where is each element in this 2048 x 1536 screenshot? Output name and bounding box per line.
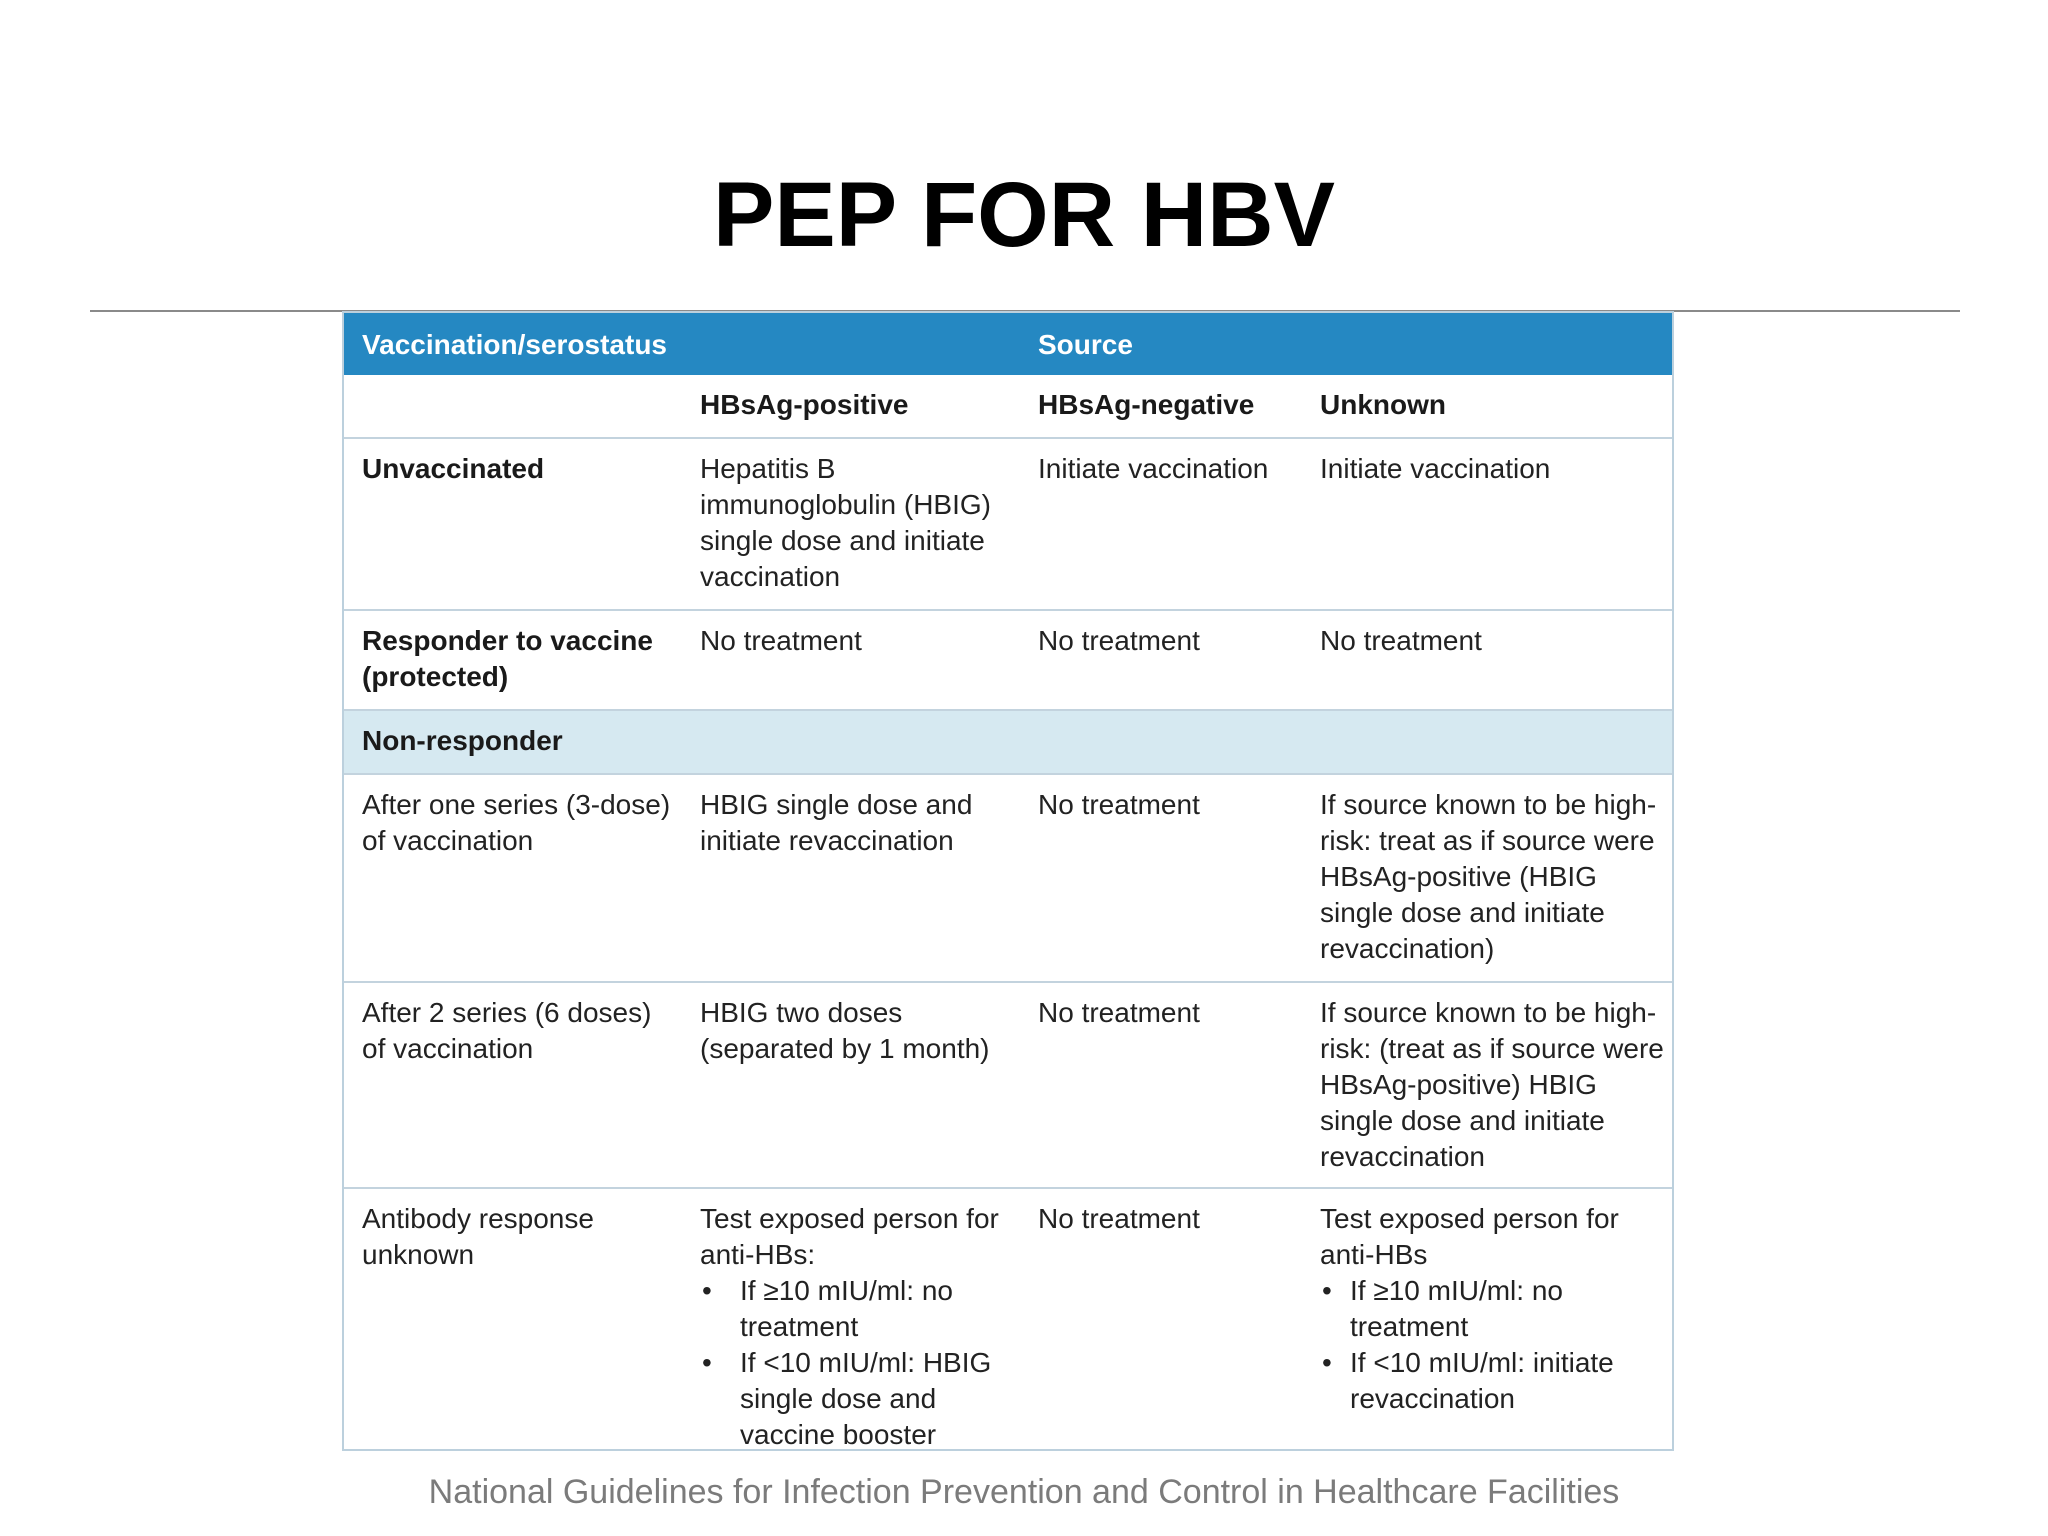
subheader-unknown: Unknown [1320,389,1446,420]
subheader-hbsag-negative: HBsAg-negative [1038,389,1255,420]
table-section-nonresponder [344,711,1672,775]
table-row-unvaccinated [344,439,1672,611]
cell-unvaccinated-positive: Hepatitis B immunoglobulin (HBIG) single dose and initiate vaccination [700,453,991,592]
cell-two-series-positive: HBIG two doses (separated by 1 month) [700,997,990,1064]
list-item: • If <10 mIU/ml: initiate revaccination [1320,1345,1664,1417]
antibody-positive-list [700,1273,1020,1453]
table-row-responder [344,611,1672,711]
table-subheader-row [344,375,1672,439]
antibody-unknown-intro: Test exposed person for anti-HBs [1320,1203,1619,1270]
table-row-antibody-unknown [344,1189,1672,1449]
row-label-antibody-unknown: Antibody response unknown [362,1203,594,1270]
cell-one-series-negative: No treatment [1038,789,1200,820]
list-item: • If <10 mIU/ml: HBIG single dose and vaccine booster [700,1345,1020,1453]
header-vaccination-serostatus: Vaccination/serostatus [362,329,668,360]
header-source: Source [1038,329,1133,360]
list-item: • If ≥10 mIU/ml: no treatment [700,1273,1020,1345]
cell-two-series-unknown: If source known to be high-risk: (treat as if source were HBsAg-positive) HBIG single dose and initiate revaccination [1320,997,1664,1172]
cell-responder-positive: No treatment [700,625,862,656]
antibody-unknown-list [1320,1273,1664,1417]
row-label-responder: Responder to vaccine (protected) [362,625,653,692]
cell-antibody-unknown [1320,1189,1664,1417]
section-label-nonresponder: Non-responder [362,725,563,756]
cell-antibody-negative: No treatment [1038,1203,1200,1234]
slide-title: PEP FOR HBV [713,164,1335,266]
list-item: • If ≥10 mIU/ml: no treatment [1320,1273,1664,1345]
table-header-row [344,313,1672,375]
antibody-positive-intro: Test exposed person for anti-HBs: [700,1203,999,1270]
cell-responder-unknown: No treatment [1320,625,1482,656]
cell-one-series-unknown: If source known to be high-risk: treat as if source were HBsAg-positive (HBIG single dose and initiate revaccination) [1320,789,1657,964]
cell-unvaccinated-negative: Initiate vaccination [1038,453,1269,484]
pep-table [342,311,1674,1451]
cell-two-series-negative: No treatment [1038,997,1200,1028]
subheader-hbsag-positive: HBsAg-positive [700,389,909,420]
table-row-one-series [344,775,1672,983]
cell-responder-negative: No treatment [1038,625,1200,656]
cell-unvaccinated-unknown: Initiate vaccination [1320,453,1551,484]
cell-one-series-positive: HBIG single dose and initiate revaccination [700,789,973,856]
row-label-unvaccinated: Unvaccinated [362,453,545,484]
row-label-one-series: After one series (3-dose) of vaccination [362,789,671,856]
cell-antibody-positive [700,1189,1020,1453]
row-label-two-series: After 2 series (6 doses) of vaccination [362,997,652,1064]
table-row-two-series [344,983,1672,1189]
source-caption: National Guidelines for Infection Prevention and Control in Healthcare Facilities [428,1473,1620,1511]
